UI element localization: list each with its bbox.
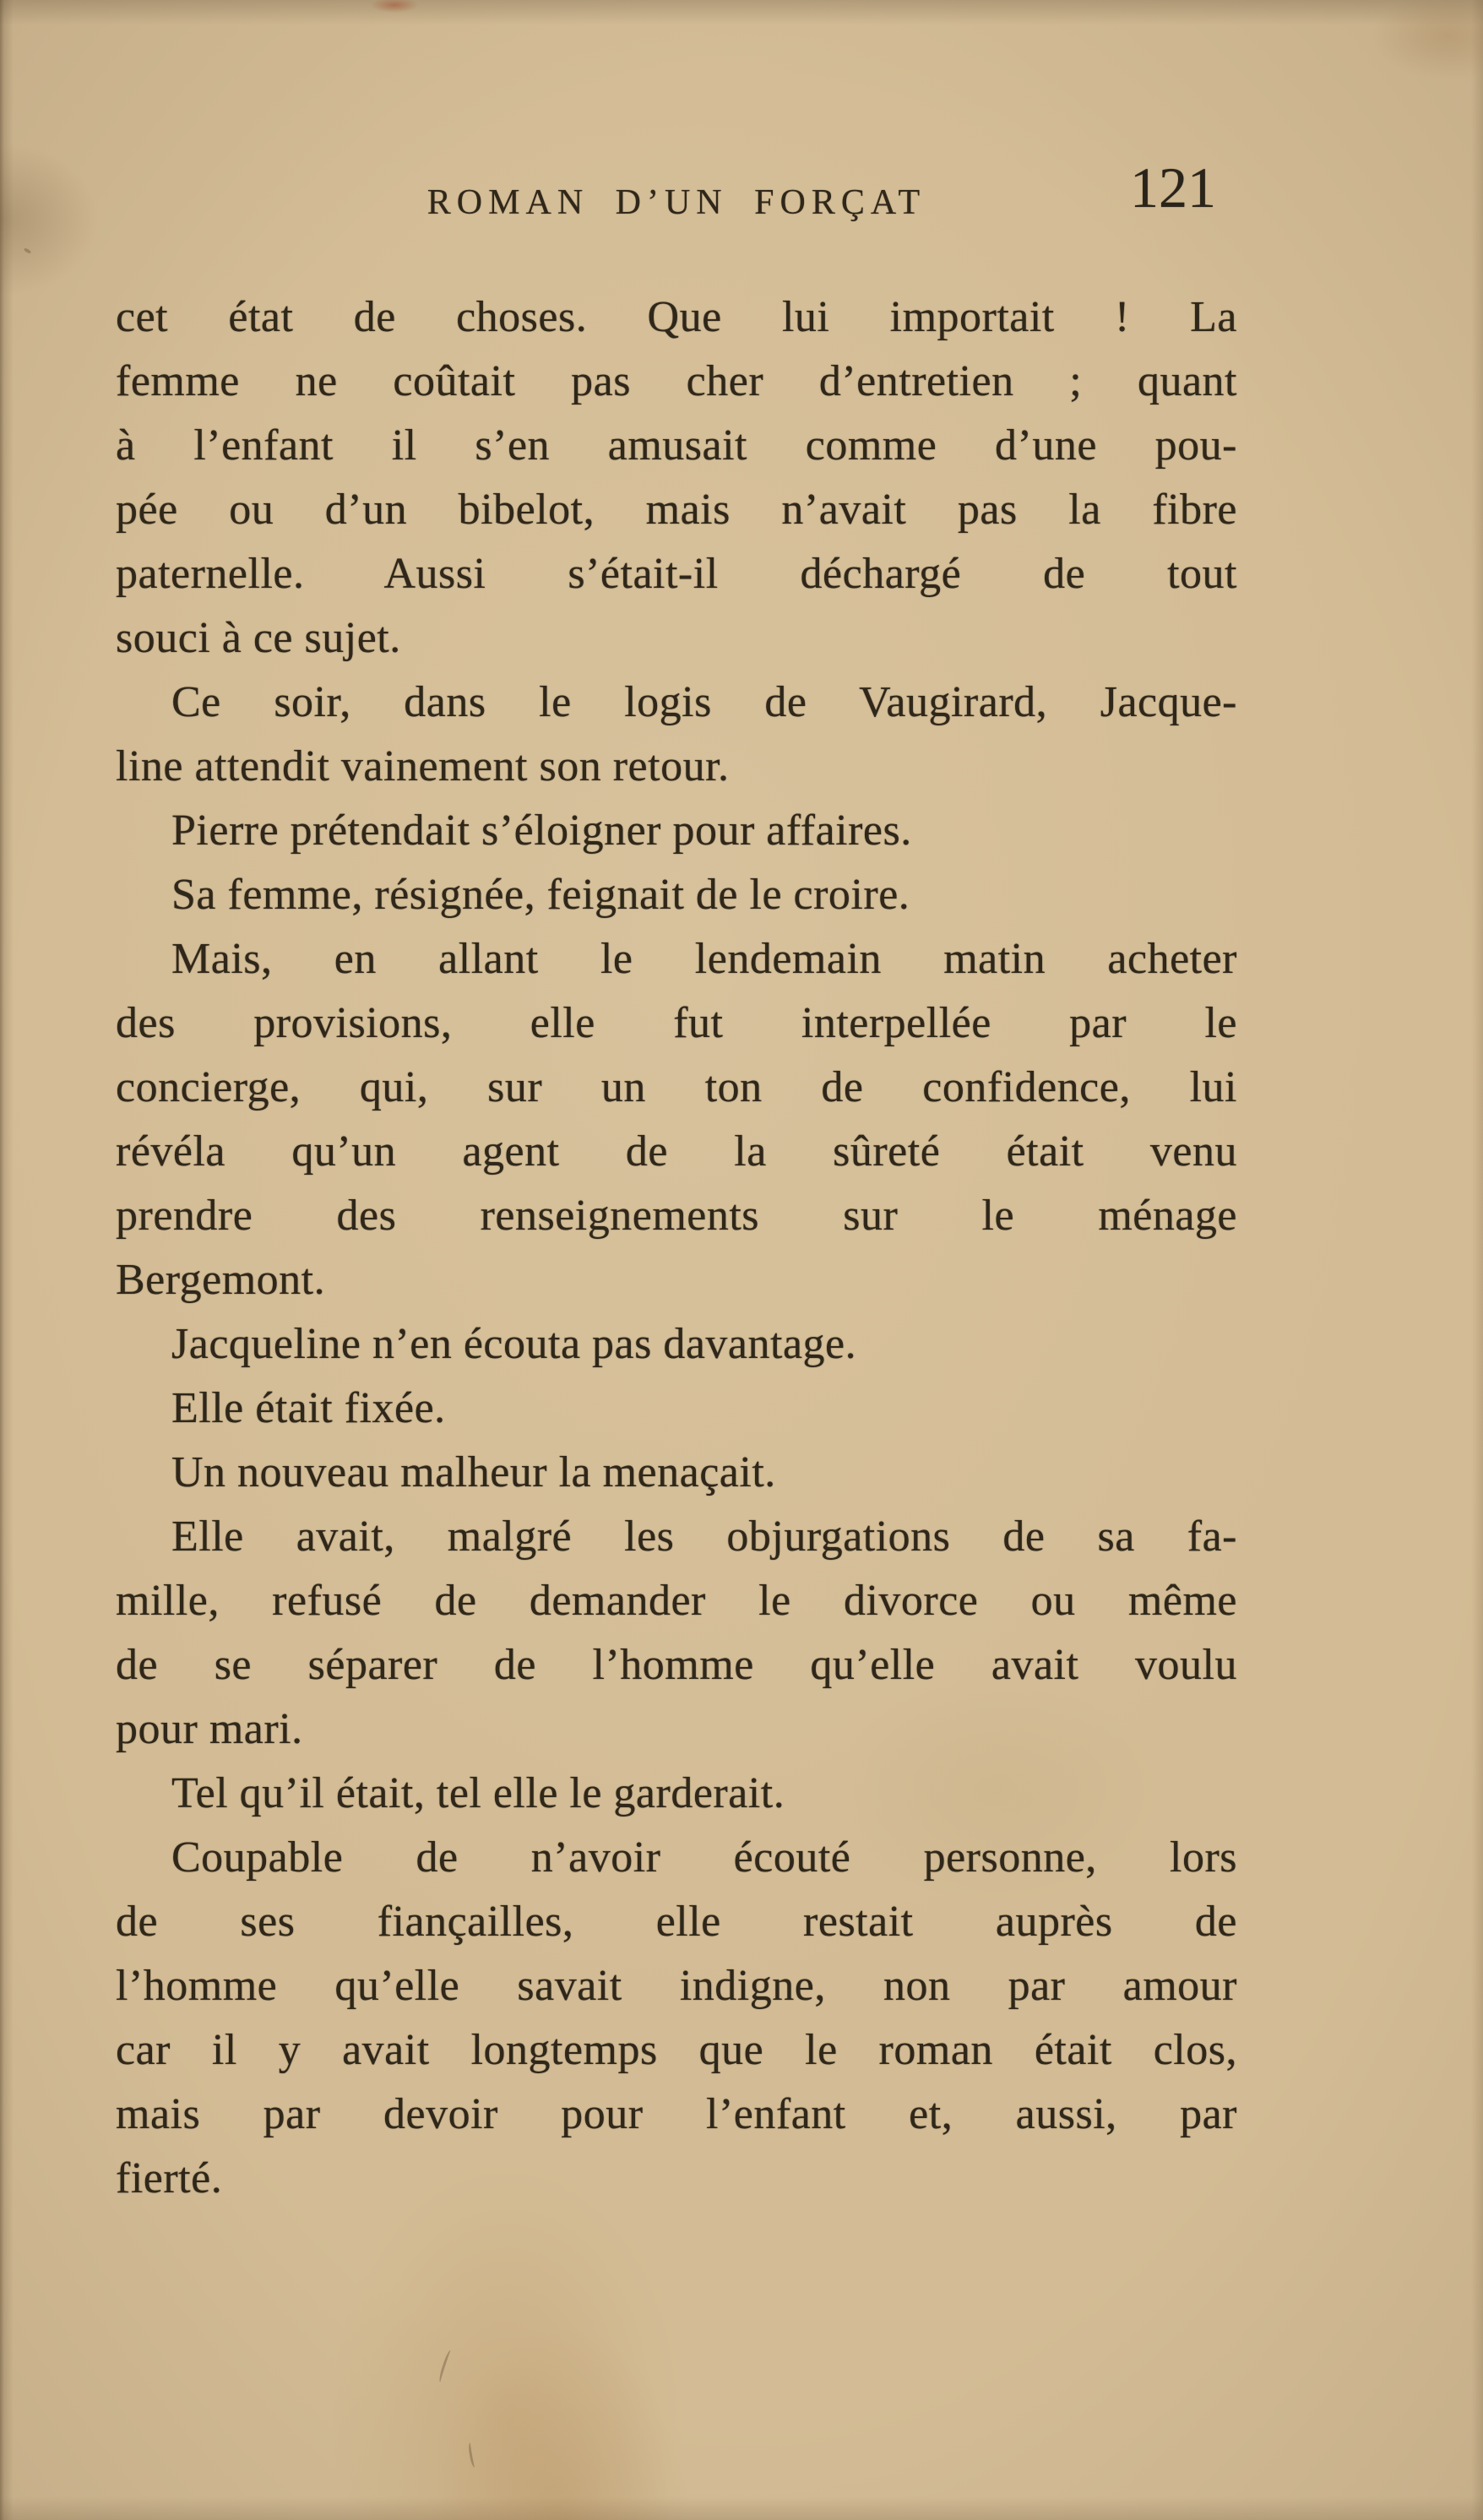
text-line: femme ne coûtait pas cher d’entretien ; quant <box>116 357 1237 405</box>
text-line: Elle était fixée. <box>171 1384 446 1432</box>
text-line: des provisions, elle fut interpellée par le <box>116 999 1237 1047</box>
paper-fiber-mark <box>437 2349 454 2383</box>
text-line: de ses fiançailles, elle restait auprès de <box>116 1898 1237 1946</box>
text-line: l’homme qu’elle savait indigne, non par amour <box>116 1962 1237 2010</box>
text-line: révéla qu’un agent de la sûreté était venu <box>116 1127 1237 1176</box>
text-line: Un nouveau malheur la menaçait. <box>171 1448 776 1496</box>
text-line: Tel qu’il était, tel elle le garderait. <box>171 1769 785 1817</box>
page-number: 121 <box>1130 155 1216 220</box>
text-line: Pierre prétendait s’éloigner pour affaires. <box>171 807 912 855</box>
text-line: line attendit vainement son retour. <box>116 742 730 790</box>
text-block <box>116 285 1237 2211</box>
text-line: souci à ce sujet. <box>116 614 401 662</box>
text-line: concierge, qui, sur un ton de confidence, lui <box>116 1063 1237 1111</box>
text-line: Jacqueline n’en écouta pas davantage. <box>171 1320 857 1368</box>
text-line: Bergemont. <box>116 1256 326 1304</box>
text-line: pée ou d’un bibelot, mais n’avait pas la fibre <box>116 486 1237 534</box>
text-line: Sa femme, résignée, feignait de le croire. <box>171 871 910 919</box>
text-line: de se séparer de l’homme qu’elle avait voulu <box>116 1641 1237 1689</box>
running-title: ROMAN D’UN FORÇAT <box>426 183 926 222</box>
text-line: Ce soir, dans le logis de Vaugirard, Jacque- <box>171 678 1237 726</box>
text-line: Elle avait, malgré les objurgations de sa fa- <box>171 1513 1237 1561</box>
text-line: mille, refusé de demander le divorce ou même <box>116 1577 1237 1625</box>
text-line: à l’enfant il s’en amusait comme d’une pou- <box>116 421 1237 470</box>
text-line: prendre des renseignements sur le ménage <box>116 1192 1237 1240</box>
text-line: pour mari. <box>116 1705 303 1753</box>
text-line: Mais, en allant le lendemain matin acheter <box>171 935 1237 983</box>
paper-speck <box>24 247 32 254</box>
text-line: paternelle. Aussi s’était-il déchargé de tout <box>116 550 1237 598</box>
text-line: fierté. <box>116 2154 223 2202</box>
text-line: mais par devoir pour l’enfant et, aussi, par <box>116 2090 1237 2138</box>
text-line: cet état de choses. Que lui importait ! La <box>116 293 1237 341</box>
text-line: car il y avait longtemps que le roman était clos, <box>116 2026 1237 2074</box>
text-line: Coupable de n’avoir écouté personne, lors <box>171 1833 1237 1882</box>
paper-fiber-mark <box>467 2442 477 2468</box>
